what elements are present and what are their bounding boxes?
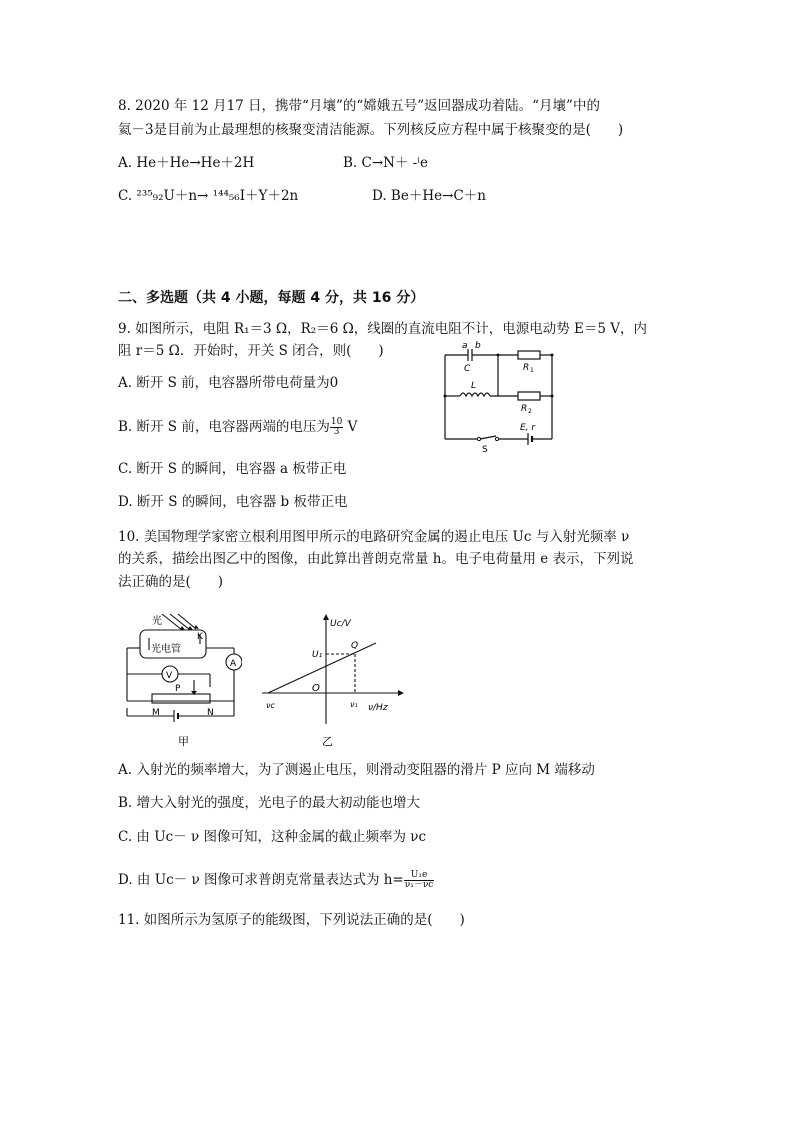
label-v1: ν₁: [350, 700, 358, 709]
label-voltmeter: V: [166, 671, 173, 681]
q10-option-c: C. 由 Uc－ ν 图像可知，这种金属的截止频率为 νc: [118, 829, 427, 845]
q10-figure-a-circuit: [122, 608, 242, 748]
q10-option-b: B. 增大入射光的强度，光电子的最大初动能也增大: [118, 795, 421, 811]
label-ammeter: A: [230, 659, 237, 669]
label-a: a: [462, 341, 468, 351]
q9-option-d: D. 断开 S 的瞬间，电容器 b 板带正电: [118, 494, 348, 510]
q9-option-b-unit: V: [343, 419, 358, 435]
label-origin: O: [312, 683, 320, 694]
q8-stem-line1: 8. 2020 年 12 月17 日，携带“月壤”的“嫦娥五号”返回器成功着陆。“月壤”中的: [118, 98, 600, 114]
label-capacitor: C: [464, 364, 471, 374]
axis-label-x: ν/Hz: [368, 703, 388, 713]
q8-option-b: B. C→N＋ -ⁱe: [343, 155, 429, 171]
label-m: M: [152, 708, 160, 718]
fraction-numerator: U₁e: [404, 871, 435, 881]
q8-option-a: A. He＋He→He＋2H: [118, 155, 255, 171]
label-phototube: 光电管: [151, 644, 181, 655]
q9-stem-line1: 9. 如图所示，电阻 R₁＝3 Ω，R₂＝6 Ω，线圈的直流电阻不计，电源电动势 E＝5 V，内: [118, 321, 648, 337]
q8-option-d: D. Be＋He→C＋n: [372, 188, 486, 204]
q9-circuit-diagram: [440, 340, 565, 455]
label-r1: R: [523, 363, 530, 373]
caption-yi: 乙: [322, 735, 333, 748]
q10-stem-line2: 的关系，描绘出图乙中的图像，由此算出普朗克常量 h。电子电荷量用 e 表示，下列说: [118, 551, 634, 567]
q10-figure-b-graph: [258, 612, 408, 748]
label-light: 光: [152, 616, 162, 627]
q10-stem-line1: 10. 美国物理学家密立根利用图甲所示的电路研究金属的遏止电压 Uc 与入射光频率 ν: [118, 529, 630, 545]
q9-option-a: A. 断开 S 前，电容器所带电荷量为0: [118, 375, 339, 391]
q9-option-b: [118, 418, 357, 437]
q10-option-d: [118, 871, 434, 890]
q10-option-a: A. 入射光的频率增大，为了测遏止电压，则滑动变阻器的滑片 P 应向 M 端移动: [118, 762, 595, 778]
q11-stem-line1: 11. 如图所示为氢原子的能级图，下列说法正确的是( ): [118, 912, 465, 928]
label-p: P: [175, 684, 181, 694]
q9-option-b-text: B. 断开 S 前，电容器两端的电压为: [118, 419, 330, 435]
q8-option-c: C. ²³⁵₉₂U＋n→ ¹⁴⁴₅₆I＋Y＋2n: [118, 188, 299, 204]
fraction-denominator: ν₁－νc: [404, 880, 434, 890]
label-b: b: [475, 341, 481, 351]
label-u1: U₁: [312, 650, 323, 660]
q9-stem-line2: 阻 r＝5 Ω．开始时，开关 S 闭合，则( ): [118, 343, 384, 359]
q10-stem-line3: 法正确的是( ): [118, 574, 224, 590]
q10-option-d-text: D. 由 Uc－ ν 图像可求普朗克常量表达式为 h=: [118, 872, 404, 888]
label-vc: νc: [266, 701, 275, 710]
label-r2-sub: 2: [528, 408, 532, 415]
q8-stem-line2: 氦－3是目前为止最理想的核聚变清洁能源。下列核反应方程中属于核聚变的是( ): [118, 122, 624, 138]
label-r1-sub: 1: [530, 367, 534, 374]
fraction: [330, 418, 343, 437]
label-k: K: [197, 632, 203, 642]
axis-label-y: Uc/V: [330, 619, 351, 629]
label-n: N: [207, 708, 214, 718]
label-switch: S: [482, 445, 488, 455]
caption-jia: 甲: [178, 735, 189, 748]
label-inductor: L: [471, 381, 477, 391]
fraction-denominator: 3: [333, 427, 340, 437]
section-title-multiple-choice: 二、多选题（共 4 小题，每题 4 分，共 16 分）: [118, 290, 425, 306]
label-q: Q: [351, 641, 359, 651]
label-source: E, r: [520, 423, 536, 433]
fraction-numerator: 10: [330, 417, 343, 427]
fraction: [404, 871, 435, 890]
label-r2: R: [521, 404, 528, 414]
q9-option-c: C. 断开 S 的瞬间，电容器 a 板带正电: [118, 461, 347, 477]
